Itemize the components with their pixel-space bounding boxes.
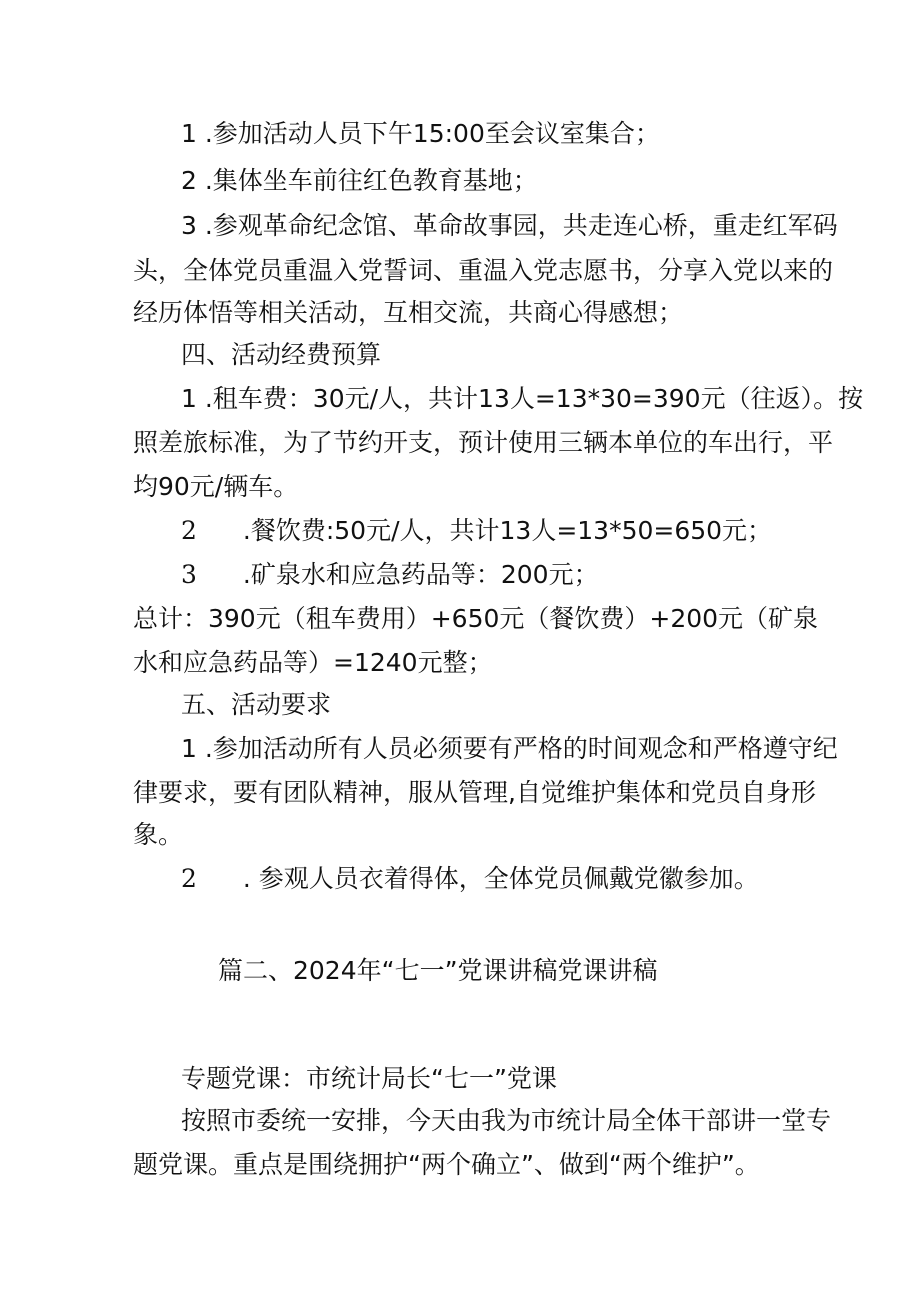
activity-item-2: 2 .集体坐车前往红色教育基地；: [181, 166, 538, 195]
budget-item-2-number: 2: [181, 516, 197, 545]
part-two-paragraph-line-1: 按照市委统一安排，今天由我为市统计局全体干部讲一堂专: [181, 1106, 832, 1135]
budget-item-2: [181, 516, 841, 546]
activity-item-3-line-3: 经历体悟等相关活动，互相交流，共商心得感想；: [133, 298, 684, 327]
activity-item-3-line-2: 头，全体党员重温入党誓词、重温入党志愿书，分享入党以来的: [133, 256, 834, 285]
budget-item-3-number: 3: [181, 560, 197, 589]
part-two-subtitle: 专题党课：市统计局长“七一”党课: [181, 1064, 557, 1093]
activity-item-3-line-1: 3 .参观革命纪念馆、革命故事园，共走连心桥，重走红军码: [181, 211, 838, 240]
budget-item-2-text: .餐饮费:50元/人，共计13人=13*50=650元；: [242, 516, 773, 545]
budget-item-3-text: .矿泉水和应急药品等：200元；: [242, 560, 599, 589]
budget-item-1-line-2: 照差旅标准，为了节约开支，预计使用三辆本单位的车出行，平: [133, 428, 834, 457]
budget-item-3: [181, 560, 841, 590]
budget-item-1-line-3: 均90元/辆车。: [133, 472, 299, 501]
part-two-title: 篇二、2024年“七一”党课讲稿党课讲稿: [218, 956, 658, 985]
activity-item-1: 1 .参加活动人员下午15:00至会议室集合；: [181, 119, 660, 148]
requirement-item-1-line-2: 律要求，要有团队精神，服从管理,自觉维护集体和党员自身形: [133, 778, 816, 807]
requirement-item-2: [181, 864, 841, 894]
requirement-item-2-text: . 参观人员衣着得体，全体党员佩戴党徽参加。: [242, 864, 759, 893]
requirement-item-1-line-3: 象。: [133, 820, 184, 849]
section-heading-budget: 四、活动经费预算: [181, 340, 382, 369]
section-heading-requirements: 五、活动要求: [181, 690, 332, 719]
requirement-item-1-line-1: 1 .参加活动所有人员必须要有严格的时间观念和严格遵守纪: [181, 734, 838, 763]
budget-total-line-2: 水和应急药品等）=1240元整；: [133, 648, 493, 677]
part-two-paragraph-line-2: 题党课。重点是围绕拥护“两个确立”、做到“两个维护”。: [133, 1150, 760, 1179]
budget-item-1-line-1: 1 .租车费：30元/人，共计13人=13*30=390元（往返）。按: [181, 384, 864, 413]
budget-total-line-1: 总计：390元（租车费用）+650元（餐饮费）+200元（矿泉: [133, 604, 819, 633]
requirement-item-2-number: 2: [181, 864, 197, 893]
